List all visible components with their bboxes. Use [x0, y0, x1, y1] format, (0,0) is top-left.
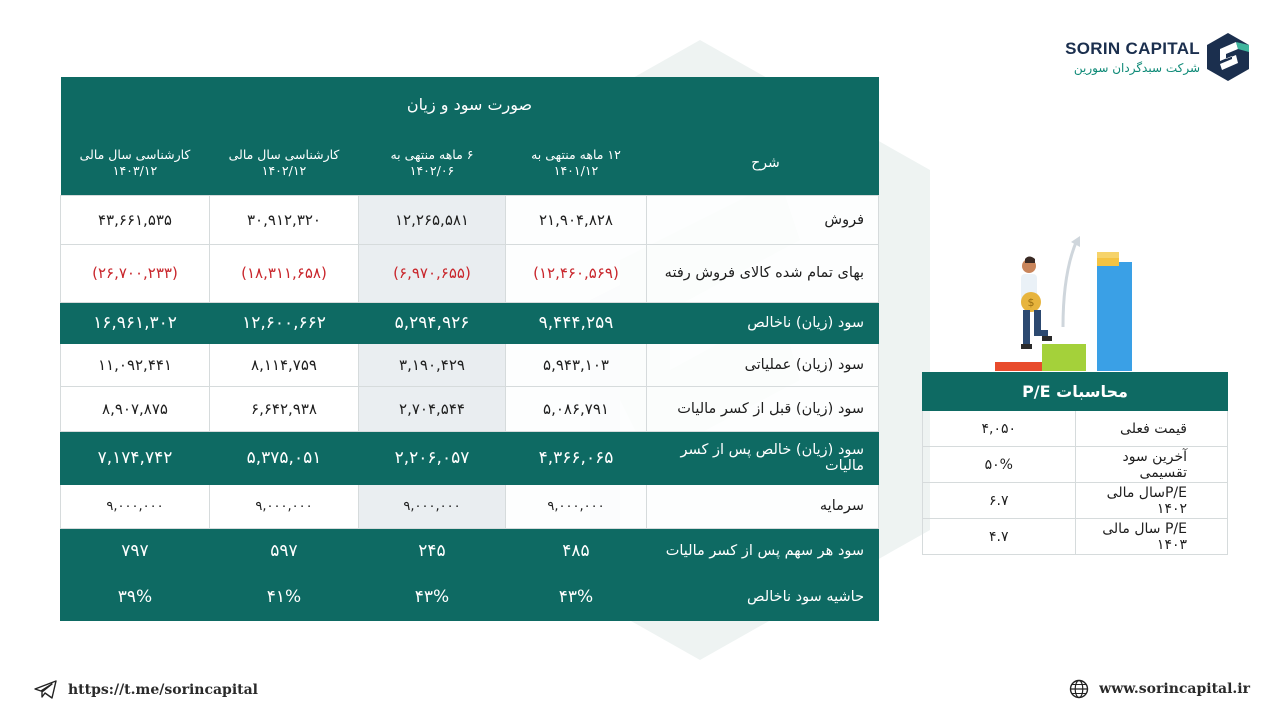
- cell-value: ۸,۹۰۷,۸۷۵: [61, 386, 210, 431]
- row-label: فروش: [647, 195, 879, 244]
- cell-value: ۴۱%: [210, 574, 359, 620]
- pe-row: [923, 411, 1228, 447]
- globe-icon: [1069, 679, 1089, 699]
- svg-text:$: $: [1027, 296, 1035, 309]
- pe-row: [923, 519, 1228, 555]
- pe-row: [923, 483, 1228, 519]
- header-6m-1402: ۶ ماهه منتهی به ۱۴۰۲/۰۶: [359, 132, 506, 195]
- row-label: سود (زیان) قبل از کسر مالیات: [647, 386, 879, 431]
- table-row: [61, 244, 879, 302]
- table-header-row: [61, 132, 879, 195]
- brand-subtitle: شرکت سبدگردان سورین: [1073, 61, 1200, 75]
- row-label: سود هر سهم پس از کسر مالیات: [647, 528, 879, 574]
- cell-value: ۷,۱۷۴,۷۴۲: [61, 431, 210, 484]
- cell-value: ۹,۴۴۴,۲۵۹: [506, 302, 647, 343]
- table-title: صورت سود و زیان: [61, 77, 879, 132]
- cell-value: ۷۹۷: [61, 528, 210, 574]
- website-link[interactable]: [1069, 679, 1250, 699]
- pe-value: ۶.۷: [923, 483, 1076, 519]
- row-label: سود (زیان) عملیاتی: [647, 343, 879, 386]
- cell-value: ۹,۰۰۰,۰۰۰: [359, 484, 506, 528]
- cell-value: ۲,۷۰۴,۵۴۴: [359, 386, 506, 431]
- cell-value: ۵,۰۸۶,۷۹۱: [506, 386, 647, 431]
- header-fy1402: کارشناسی سال مالی ۱۴۰۲/۱۲: [210, 132, 359, 195]
- table-row: [61, 484, 879, 528]
- brand-logo: [1065, 32, 1250, 82]
- pe-value: ۴,۰۵۰: [923, 411, 1076, 447]
- pe-label: آخرین سود تقسیمی: [1075, 447, 1228, 483]
- cell-value: ۹,۰۰۰,۰۰۰: [210, 484, 359, 528]
- cell-value: ۱۱,۰۹۲,۴۴۱: [61, 343, 210, 386]
- pe-title: محاسبات P/E: [923, 373, 1228, 411]
- website-url[interactable]: www.sorincapital.ir: [1099, 681, 1250, 697]
- cell-value-negative: (۶,۹۷۰,۶۵۵): [359, 244, 506, 302]
- cell-value: ۲,۲۰۶,۰۵۷: [359, 431, 506, 484]
- telegram-link[interactable]: [34, 680, 258, 700]
- cell-value: ۹,۰۰۰,۰۰۰: [506, 484, 647, 528]
- header-description: شرح: [647, 132, 879, 195]
- table-row: [61, 302, 879, 343]
- row-label: سود (زیان) خالص پس از کسر مالیات: [647, 431, 879, 484]
- growth-illustration: [985, 232, 1135, 374]
- cell-value-negative: (۱۲,۴۶۰,۵۶۹): [506, 244, 647, 302]
- cell-value: ۳۹%: [61, 574, 210, 620]
- table-title-row: [61, 77, 879, 132]
- table-row: [61, 386, 879, 431]
- header-12m-1401: ۱۲ ماهه منتهی به ۱۴۰۱/۱۲: [506, 132, 647, 195]
- cell-value-negative: (۲۶,۷۰۰,۲۳۳): [61, 244, 210, 302]
- table-row: [61, 431, 879, 484]
- cell-value: ۴۸۵: [506, 528, 647, 574]
- cell-value: ۱۲,۶۰۰,۶۶۲: [210, 302, 359, 343]
- telegram-url[interactable]: https://t.me/sorincapital: [68, 682, 259, 698]
- telegram-icon: [34, 680, 58, 700]
- row-label: سرمایه: [647, 484, 879, 528]
- cell-value: ۲۱,۹۰۴,۸۲۸: [506, 195, 647, 244]
- cell-value: ۱۶,۹۶۱,۳۰۲: [61, 302, 210, 343]
- pe-value: ۵۰%: [923, 447, 1076, 483]
- cell-value: ۳۰,۹۱۲,۳۲۰: [210, 195, 359, 244]
- pe-value: ۴.۷: [923, 519, 1076, 555]
- cell-value: ۵,۳۷۵,۰۵۱: [210, 431, 359, 484]
- row-label: حاشیه سود ناخالص: [647, 574, 879, 620]
- cell-value: ۳,۱۹۰,۴۲۹: [359, 343, 506, 386]
- cell-value-negative: (۱۸,۳۱۱,۶۵۸): [210, 244, 359, 302]
- row-label: بهای تمام شده کالای فروش رفته: [647, 244, 879, 302]
- table-row: [61, 528, 879, 574]
- cell-value: ۴۳%: [359, 574, 506, 620]
- cell-value: ۴۳%: [506, 574, 647, 620]
- table-row: [61, 195, 879, 244]
- pe-label: P/E سال مالی ۱۴۰۳: [1075, 519, 1228, 555]
- table-row: [61, 574, 879, 620]
- hexagon-logo-icon: [1206, 32, 1250, 82]
- cell-value: ۸,۱۱۴,۷۵۹: [210, 343, 359, 386]
- cell-value: ۱۲,۲۶۵,۵۸۱: [359, 195, 506, 244]
- pe-header-row: [923, 373, 1228, 411]
- pe-row: [923, 447, 1228, 483]
- cell-value: ۹,۰۰۰,۰۰۰: [61, 484, 210, 528]
- header-fy1403: کارشناسی سال مالی ۱۴۰۳/۱۲: [61, 132, 210, 195]
- income-statement-table: [60, 77, 879, 621]
- brand-name: SORIN CAPITAL: [1065, 39, 1200, 58]
- pe-label: P/Eسال مالی ۱۴۰۲: [1075, 483, 1228, 519]
- pe-table: [922, 372, 1228, 555]
- cell-value: ۶,۶۴۲,۹۳۸: [210, 386, 359, 431]
- pe-label: قیمت فعلی: [1075, 411, 1228, 447]
- row-label: سود (زیان) ناخالص: [647, 302, 879, 343]
- cell-value: ۴,۳۶۶,۰۶۵: [506, 431, 647, 484]
- cell-value: ۲۴۵: [359, 528, 506, 574]
- cell-value: ۵۹۷: [210, 528, 359, 574]
- cell-value: ۵,۹۴۳,۱۰۳: [506, 343, 647, 386]
- cell-value: ۵,۲۹۴,۹۲۶: [359, 302, 506, 343]
- cell-value: ۴۳,۶۶۱,۵۳۵: [61, 195, 210, 244]
- table-row: [61, 343, 879, 386]
